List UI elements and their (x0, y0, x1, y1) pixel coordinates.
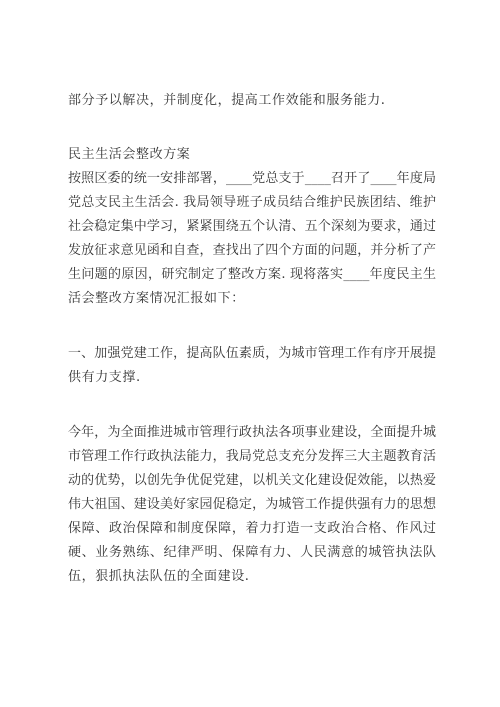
paragraph-line: 动的优势，以创先争优促党建，以机关文化建设促效能，以热爱 (68, 473, 436, 488)
paragraph-line: 市管理工作行政执法能力，我局党总支充分发挥三大主题教育活 (68, 449, 436, 464)
paragraph-line: 活会整改方案情况汇报如下： (68, 291, 245, 306)
paragraph-line: 部分予以解决，并制度化，提高工作效能和服务能力. (68, 93, 386, 108)
paragraph-line: 伍，狠抓执法队伍的全面建设. (68, 569, 250, 584)
heading-line: 一、加强党建工作，提高队伍素质，为城市管理工作有序开展提 (68, 346, 436, 361)
paragraph-line: 生问题的原因，研究制定了整改方案. 现将落实____年度民主生 (68, 267, 436, 282)
paragraph-line: 发放征求意见函和自查，查找出了四个方面的问题，并分析了产 (68, 243, 436, 258)
paragraph-line: 社会稳定集中学习，紧紧围绕五个认清、五个深刻为要求，通过 (68, 219, 436, 234)
paragraph-line: 伟大祖国、建设美好家园促稳定，为城管工作提供强有力的思想 (68, 497, 436, 512)
paragraph-line: 保障、政治保障和制度保障，着力打造一支政治合格、作风过 (68, 521, 436, 536)
paragraph-line: 按照区委的统一安排部署，____党总支于____召开了____年度局 (68, 171, 436, 186)
section-title: 民主生活会整改方案 (68, 147, 191, 162)
paragraph-line: 今年，为全面推进城市管理行政执法各项事业建设，全面提升城 (68, 425, 436, 440)
heading-line: 供有力支撑. (68, 370, 141, 385)
paragraph-line: 党总支民主生活会. 我局领导班子成员结合维护民族团结、维护 (68, 195, 436, 210)
paragraph-line: 硬、业务熟练、纪律严明、保障有力、人民满意的城管执法队 (68, 545, 436, 560)
